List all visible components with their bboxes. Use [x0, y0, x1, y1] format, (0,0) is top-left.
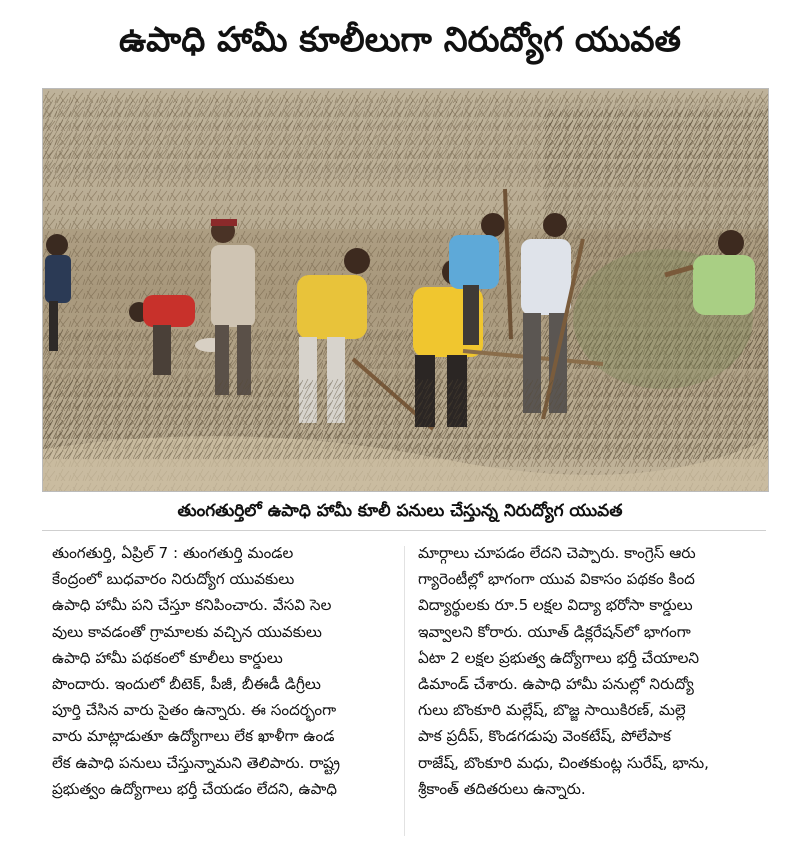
article-line: లేక ఉపాధి పనులు చేస్తున్నామని తెలిపారు. రాష్ట్ర	[52, 753, 341, 772]
article-line: డిమాండ్ చేశారు. ఉపాధి హామీ పనుల్లో నిరుద్యో	[418, 675, 694, 694]
article-line: గులు బొంకూరి మల్లేష్, బొజ్జ సాయికిరణ్, మల్లె	[418, 701, 686, 720]
article-line: వులు కావడంతో గ్రామాలకు వచ్చిన యువకులు	[52, 622, 322, 641]
article-line: ఏటా 2 లక్షల ప్రభుత్వ ఉద్యోగాలు భర్తీ చేయాలని	[418, 648, 700, 667]
article-line: వారు మాట్లాడుతూ ఉద్యోగాలు లేక ఖాళీగా ఉండ	[52, 727, 335, 746]
article-line: మార్గాలు చూపడం లేదని చెప్పారు. కాంగ్రెస్ ఆరు	[418, 544, 696, 562]
article-line: తుంగతుర్తి, ఏప్రిల్ 7 : తుంగతుర్తి మండల	[52, 544, 294, 562]
article-line: కేంద్రంలో బుధవారం నిరుద్యోగ యువకులు	[52, 570, 295, 589]
article-line: ఉపాధి హామీ పని చేస్తూ కనిపించారు. వేసవి సెల	[52, 596, 332, 615]
photo-caption: తుంగతుర్తిలో ఉపాధి హామీ కూలీ పనులు చేస్తున్న నిరుద్యోగ యువత	[177, 501, 623, 521]
article-column-right	[418, 540, 766, 802]
article-line: ఉపాధి హామీ పథకంలో కూలీలు కార్డులు	[52, 648, 283, 667]
caption-rule	[42, 530, 766, 531]
article-line: పాక ప్రదీప్, కొండగడుపు వెంకటేష్, పోలేపాక	[418, 727, 671, 746]
article-line: గ్యారెంటీల్లో భాగంగా యువ వికాసం పథకం కింద	[418, 570, 695, 589]
article-line: పొందారు. ఇందులో బీటెక్, పీజీ, బీఈడీ డిగ్రీలు	[52, 675, 321, 694]
photo-icon	[43, 89, 768, 491]
article-headline: ఉపాధి హామీ కూలీలుగా నిరుద్యోగ యువత	[119, 20, 681, 60]
article-line: రాజేష్, బొంకూరి మధు, చింతకుంట్ల సురేష్, భాను,	[418, 753, 709, 772]
article-column-left	[52, 540, 400, 802]
article-line: పూర్తి చేసిన వారు సైతం ఉన్నారు. ఈ సందర్భంగా	[52, 701, 337, 720]
article-line: ప్రభుత్వం ఉద్యోగాలు భర్తీ చేయడం లేదని, ఉపాధి	[52, 779, 337, 798]
article-line: ఇవ్వాలని కోరారు. యూత్ డిక్లరేషన్‌లో భాగంగా	[418, 622, 691, 641]
news-photo	[42, 88, 769, 492]
column-divider	[404, 546, 405, 836]
article-line: శ్రీకాంత్ తదితరులు ఉన్నారు.	[418, 779, 586, 798]
article-line: విద్యార్థులకు రూ.5 లక్షల విద్యా భరోసా కార్డులు	[418, 596, 693, 615]
